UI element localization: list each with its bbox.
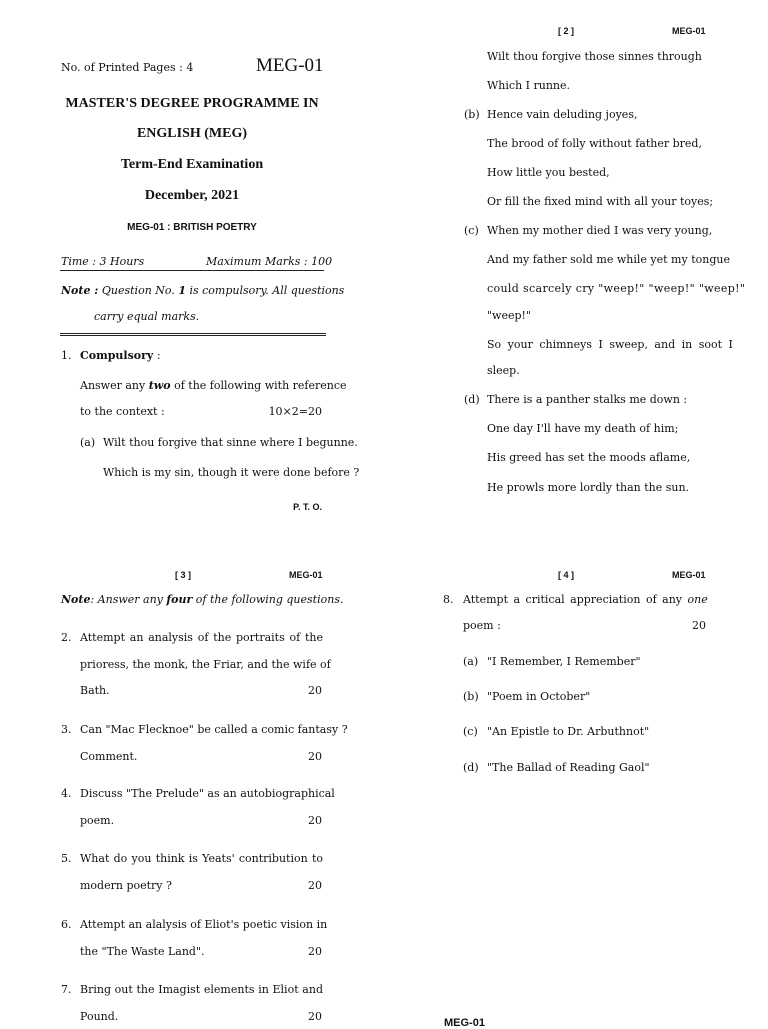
q1-two: two <box>148 379 171 392</box>
question-marks: 20 <box>308 813 322 827</box>
q1-text-c: to the context : <box>80 405 165 418</box>
exam-name: Term-End Examination <box>120 157 264 172</box>
q8-text-b: poem : <box>463 619 501 632</box>
question-marks: 20 <box>308 1009 322 1023</box>
page-3-note-a: : Answer any <box>90 593 163 606</box>
question-number: 3. <box>61 723 72 736</box>
c-line-4: "weep!" <box>487 309 532 322</box>
option-label: (c) <box>463 725 478 738</box>
question-line: Bath. <box>80 684 110 697</box>
a-cont-1: Wilt thou forgive those sinnes through <box>487 50 702 63</box>
q1-text-a: Answer any <box>80 379 146 392</box>
option-text: "I Remember, I Remember" <box>487 655 641 668</box>
q8-number: 8. <box>443 593 454 606</box>
question-line: Attempt an analysis of the portraits of the <box>80 631 323 644</box>
question-line: Can "Mac Flecknoe" be called a comic fantasy ? <box>80 723 348 736</box>
option-text: "An Epistle to Dr. Arbuthnot" <box>487 725 650 738</box>
page-3-note-b: of the following questions. <box>195 593 344 606</box>
exam-date: December, 2021 <box>144 188 240 203</box>
question-line: Discuss "The Prelude" as an autobiographical <box>80 787 335 800</box>
note-label: Note : <box>61 284 99 297</box>
page-3-code: MEG-01 <box>289 570 323 580</box>
page-4 <box>384 512 768 1029</box>
c-line-6: sleep. <box>487 364 520 377</box>
page-2 <box>384 0 768 512</box>
q1-colon: : <box>156 349 161 362</box>
pto: P. T. O. <box>293 502 322 512</box>
q8-marks: 20 <box>692 619 706 632</box>
b-line-2: The brood of folly without father bred, <box>487 137 702 150</box>
option-text: "The Ballad of Reading Gaol" <box>487 761 650 774</box>
q8-one: one <box>687 593 708 606</box>
d-label: (d) <box>464 393 480 406</box>
question-line: Pound. <box>80 1009 119 1023</box>
question-marks: 20 <box>308 878 322 892</box>
page-4-footer-code: MEG-01 <box>444 1017 485 1029</box>
d-line-1: There is a panther stalks me down : <box>487 393 688 406</box>
note-line-2: carry equal marks. <box>94 310 200 323</box>
b-line-3: How little you bested, <box>487 166 610 179</box>
max-marks: Maximum Marks : 100 <box>206 255 333 268</box>
page-3 <box>0 512 384 1024</box>
question-line: What do you think is Yeats' contribution to <box>80 852 323 865</box>
note-number: 1 <box>178 284 186 297</box>
c-line-1: When my mother died I was very young, <box>487 224 713 237</box>
question-number: 4. <box>61 787 72 800</box>
question-number: 2. <box>61 631 72 644</box>
question-line: Comment. <box>80 749 138 763</box>
page-2-number: [ 2 ] <box>558 26 575 36</box>
note-line-1 <box>61 284 344 297</box>
header-rule <box>60 270 324 271</box>
q1-heading <box>80 349 161 362</box>
programme-title-2: ENGLISH (MEG) <box>136 126 248 141</box>
question-number: 5. <box>61 852 72 865</box>
a-cont-2: Which I runne. <box>487 79 571 92</box>
d-line-2: One day I'll have my death of him; <box>487 422 679 435</box>
question-line: Bring out the Imagist elements in Eliot and <box>80 983 323 996</box>
b-label: (b) <box>464 108 480 121</box>
page-3-number: [ 3 ] <box>175 570 192 580</box>
q8-text-a: Attempt a critical appreciation of any <box>463 593 682 606</box>
q1-number: 1. <box>61 349 72 362</box>
paper-code: MEG-01 <box>256 55 324 76</box>
option-label: (a) <box>463 655 479 668</box>
option-text: "Poem in October" <box>487 690 591 703</box>
qa-line-2: Which is my sin, though it were done before ? <box>103 466 360 479</box>
time-label: Time : 3 Hours <box>61 255 145 268</box>
question-number: 6. <box>61 918 72 931</box>
q8-line-1 <box>463 593 708 606</box>
option-label: (b) <box>463 690 479 703</box>
page-2-code: MEG-01 <box>672 26 706 36</box>
qa-label: (a) <box>80 436 96 449</box>
page-4-number: [ 4 ] <box>558 570 575 580</box>
q1-marks: 10×2=20 <box>268 405 322 418</box>
c-line-5: So your chimneys I sweep, and in soot I <box>487 338 733 351</box>
q1-text-b: of the following with reference <box>174 379 347 392</box>
question-line: poem. <box>80 813 115 827</box>
qa-line-1: Wilt thou forgive that sinne where I begunne. <box>103 436 358 449</box>
q1-label: Compulsory <box>80 349 154 362</box>
note-double-rule <box>60 333 326 336</box>
printed-pages: No. of Printed Pages : 4 <box>61 61 194 74</box>
b-line-1: Hence vain deluding joyes, <box>487 108 638 121</box>
c-line-2: And my father sold me while yet my tongue <box>487 253 730 266</box>
question-line: prioress, the monk, the Friar, and the wife of <box>80 657 331 671</box>
c-line-3: could scarcely cry "weep!" "weep!" "weep!" <box>487 282 746 295</box>
question-number: 7. <box>61 983 72 996</box>
question-marks: 20 <box>308 684 322 697</box>
course-title: MEG-01 : BRITISH POETRY <box>127 222 257 233</box>
note-text-b: is compulsory. All questions <box>189 284 345 297</box>
page-3-note-four: four <box>166 593 193 606</box>
option-label: (d) <box>463 761 479 774</box>
question-marks: 20 <box>308 749 322 763</box>
page-1 <box>0 0 384 512</box>
programme-title: MASTER'S DEGREE PROGRAMME IN <box>65 96 319 111</box>
c-label: (c) <box>464 224 479 237</box>
d-line-4: He prowls more lordly than the sun. <box>487 481 690 494</box>
page-3-note <box>61 593 343 606</box>
question-marks: 20 <box>308 944 322 958</box>
question-line: Attempt an alalysis of Eliot's poetic vision in <box>80 918 328 931</box>
question-line: the "The Waste Land". <box>80 944 205 958</box>
page-3-note-label: Note <box>61 593 91 606</box>
q1-instruction <box>80 379 347 392</box>
question-line: modern poetry ? <box>80 878 172 892</box>
d-line-3: His greed has set the moods aflame, <box>487 451 691 464</box>
note-text-a: Question No. <box>101 284 175 297</box>
b-line-4: Or fill the fixed mind with all your toyes; <box>487 195 714 208</box>
page-4-code: MEG-01 <box>672 570 706 580</box>
